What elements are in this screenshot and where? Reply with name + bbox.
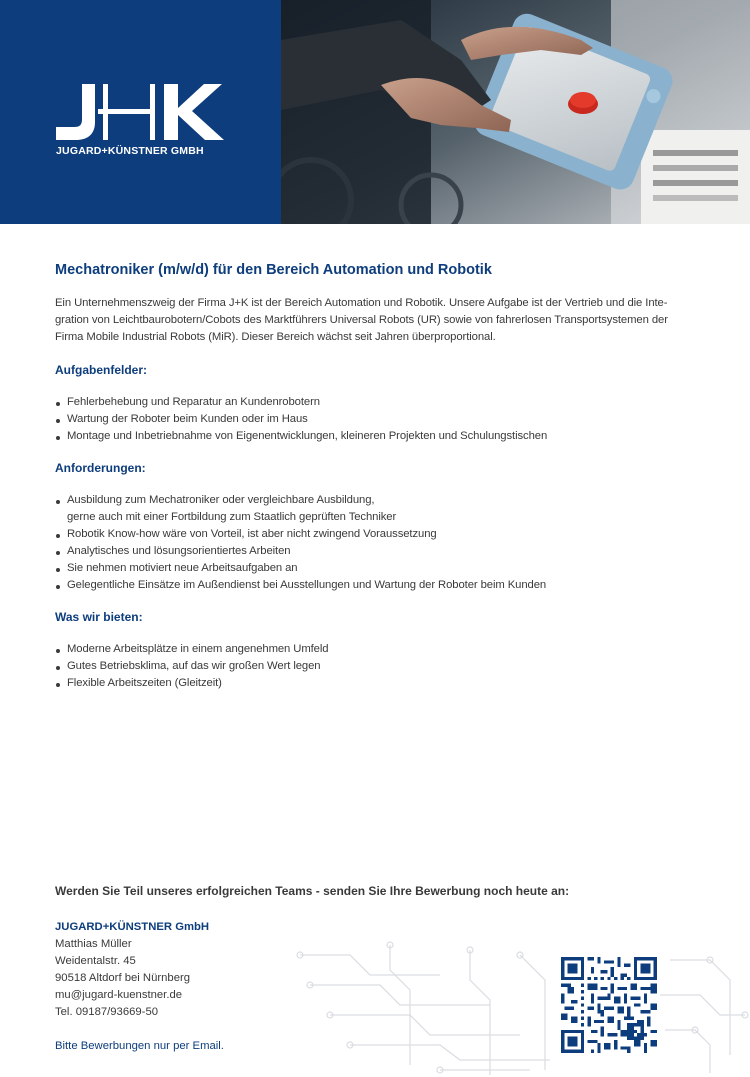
list-item: Wartung der Roboter beim Kunden oder im Haus (55, 411, 675, 428)
job-title: Mechatroniker (m/w/d) für den Bereich Automation und Robotik (55, 262, 492, 278)
list-item: Flexible Arbeitszeiten (Gleitzeit) (55, 675, 675, 692)
tasks-heading: Aufgabenfelder: (55, 363, 148, 377)
list-item-line: Ausbildung zum Mechatroniker oder vergleichbare Ausbildung, (67, 494, 375, 506)
contact-company: JUGARD+KÜNSTNER GmbH (55, 921, 210, 933)
list-item: Robotik Know-how wäre von Vorteil, ist aber nicht zwingend Voraussetzung (55, 526, 675, 543)
job-content (55, 262, 675, 708)
offer-heading: Was wir bieten: (55, 610, 143, 624)
qr-code-icon (561, 957, 657, 1053)
list-item (55, 492, 675, 526)
contact-block (55, 919, 209, 1021)
list-item: Gelegentliche Einsätze im Außendienst bei Ausstellungen und Wartung der Roboter beim Kunden (55, 577, 675, 594)
brand-panel (0, 0, 281, 224)
intro-line: Firma Mobile Industrial Robots (MiR). Dieser Bereich wächst seit Jahren überproportional. (55, 331, 496, 343)
contact-city: 90518 Altdorf bei Nürnberg (55, 972, 191, 984)
header-banner (0, 0, 750, 224)
list-item-line: gerne auch mit einer Fortbildung zum Staatlich geprüften Techniker (67, 511, 397, 523)
company-name: JUGARD+KÜNSTNER GMBH (56, 145, 204, 157)
header-photo (281, 0, 750, 224)
contact-street: Weidentalstr. 45 (55, 955, 136, 967)
list-item: Analytisches und lösungsorientiertes Arbeiten (55, 543, 675, 560)
intro-line: gration von Leichtbaurobotern/Cobots des Marktführers Universal Robots (UR) sowie von fahrerlosen Transportsystemen der (55, 314, 668, 326)
company-logo (54, 84, 224, 140)
requirements-list (55, 492, 675, 594)
list-item: Gutes Betriebsklima, auf das wir großen Wert legen (55, 658, 675, 675)
tasks-list (55, 394, 675, 445)
circuit-decoration (290, 935, 750, 1077)
email-note: Bitte Bewerbungen nur per Email. (55, 1040, 224, 1052)
contact-phone: Tel. 09187/93669-50 (55, 1006, 159, 1018)
list-item: Sie nehmen motiviert neue Arbeitsaufgaben an (55, 560, 675, 577)
contact-person: Matthias Müller (55, 938, 132, 950)
requirements-heading: Anforderungen: (55, 461, 146, 475)
contact-email[interactable]: mu@jugard-kuenstner.de (55, 989, 183, 1001)
call-to-action: Werden Sie Teil unseres erfolgreichen Teams - senden Sie Ihre Bewerbung noch heute an: (55, 884, 570, 898)
intro-line: Ein Unternehmenszweig der Firma J+K ist der Bereich Automation und Robotik. Unsere Aufgabe ist der Vertrieb und die Inte- (55, 297, 668, 309)
list-item: Moderne Arbeitsplätze in einem angenehmen Umfeld (55, 641, 675, 658)
intro-text (55, 295, 675, 346)
list-item: Fehlerbehebung und Reparatur an Kundenrobotern (55, 394, 675, 411)
offer-list (55, 641, 675, 692)
list-item: Montage und Inbetriebnahme von Eigenentwicklungen, kleineren Projekten und Schulungstischen (55, 428, 675, 445)
